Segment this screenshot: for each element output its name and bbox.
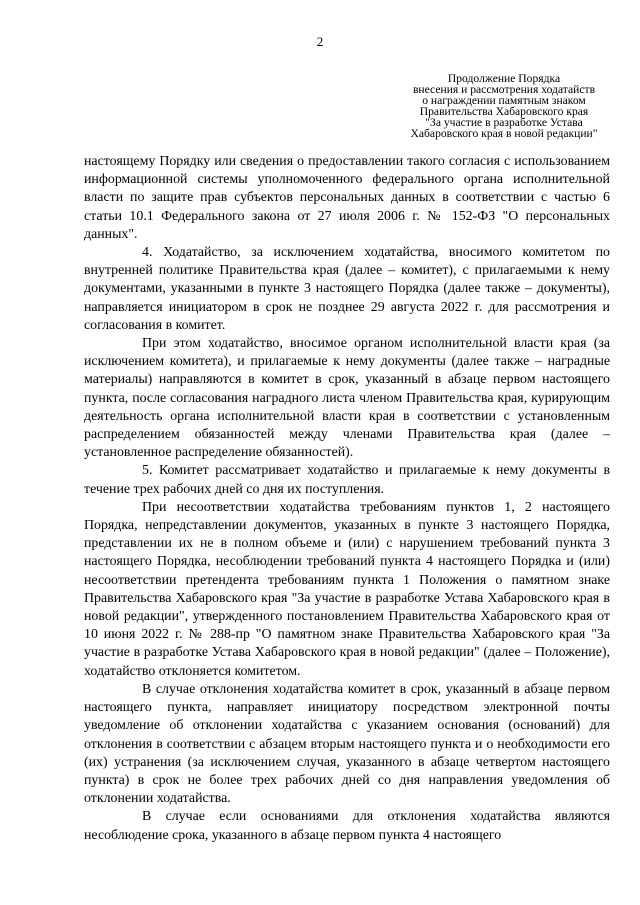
header-line: Правительства Хабаровского края (419, 105, 589, 118)
paragraph: При этом ходатайство, вносимое органом исполнительной власти края (за исключением комитета), и прилагаемые к нему документы (далее также – наградные материалы) направляются в комитет в срок, указанный в абзаце первом настоящего пункта, после согласования наградного листа членом Правительства края, курирующим деятельность органа исполнительной власти края в соответствии с установленным распределением обязанностей между членами Правительства края (далее – установленное распределение обязанностей). (84, 336, 610, 461)
paragraph: 4. Ходатайство, за исключением ходатайства, вносимого комитетом по внутренней политике Правительства края (далее – комитет), с прилагаемыми к нему документами, указанными в пункте 3 настоящего Порядка (далее также – документы), направляется инициатором в срок не позднее 29 августа 2022 г. для рассмотрения и согласования в комитет. (84, 245, 610, 333)
paragraph: В случае если основаниями для отклонения ходатайства являются несоблюдение срока, указанного в абзаце первом пункта 4 настоящего (84, 809, 610, 843)
header-line: внесения и рассмотрения ходатайств (412, 83, 596, 96)
document-body (84, 153, 610, 845)
paragraph: При несоответствии ходатайства требованиям пунктов 1, 2 настоящего Порядка, непредставлении документов, указанных в пункте 3 настоящего Порядка, представлении их не в полном объеме и (или) с нарушением требований пункта 3 настоящего Порядка, несоблюдении требований пункта 4 настоящего Порядка и (или) несоответствии претендента требованиям пункта 1 Положения о памятном знаке Правительства Хабаровского края "За участие в разработке Устава Хабаровского края в новой редакции", утвержденного постановлением Правительства Хабаровского края от 10 июня 2022 г. № 288-пр "О памятном знаке Правительства Хабаровского края "За участие в разработке Устава Хабаровского края в новой редакции" (далее – Положение), ходатайство отклоняется комитетом. (84, 499, 610, 679)
page-number: 2 (316, 34, 324, 49)
header-line: "За участие в разработке Устава (425, 116, 583, 129)
header-line: о награждении памятным знаком (422, 94, 586, 107)
document-header (390, 73, 618, 139)
header-line: Хабаровского края в новой редакции" (410, 127, 598, 140)
header-line: Продолжение Порядка (447, 72, 561, 85)
paragraph: 5. Комитет рассматривает ходатайство и прилагаемые к нему документы в течение трех рабочих дней со дня их поступления. (84, 463, 610, 497)
paragraph: В случае отклонения ходатайства комитет в срок, указанный в абзаце первом настоящего пункта, направляет инициатору посредством электронной почты уведомление об отклонении ходатайства с указанием основания (оснований) для отклонения в соответствии с абзацем вторым настоящего пункта и о необходимости его (их) устранения (за исключением случая, указанного в абзаце четвертом настоящего пункта) в срок не более трех рабочих дней со дня направления уведомления об отклонении ходатайства. (84, 681, 610, 807)
paragraph: настоящему Порядку или сведения о предоставлении такого согласия с использованием информационной системы уполномоченного федерального органа исполнительной власти по защите прав субъектов персональных данных в соответствии с частью 6 статьи 10.1 Федерального закона от 27 июля 2006 г. № 152-ФЗ "О персональных данных". (84, 154, 610, 242)
